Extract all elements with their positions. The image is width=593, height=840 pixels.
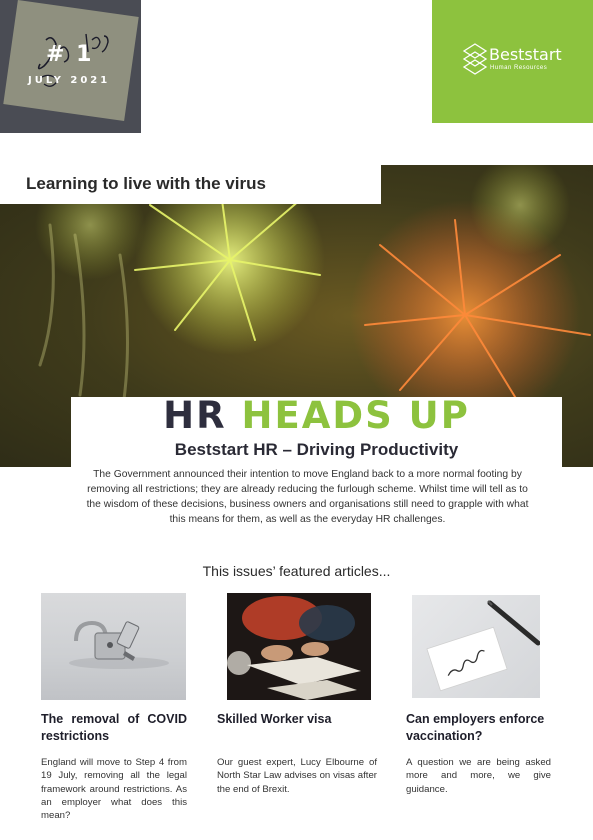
article-title-vaccination[interactable]: Can employers enforce vaccination? <box>406 712 545 743</box>
article-image-vaccination[interactable] <box>412 595 540 698</box>
issue-number: # 1 <box>46 42 94 67</box>
hero-title: Learning to live with the virus <box>26 174 266 193</box>
featured-articles-heading: This issues’ featured articles... <box>202 563 391 579</box>
padlock-keys-icon <box>41 593 186 700</box>
article-summary-vaccination: A question we are being asked more and more, we give guidance. <box>406 757 551 795</box>
newsletter-headline <box>71 394 562 437</box>
stay-healthy-note-icon <box>412 595 540 698</box>
brand-tagline: Human Resources <box>490 65 548 71</box>
article-title-covid[interactable]: The removal of COVID restrictions <box>41 712 187 743</box>
paperwork-hands-icon <box>227 593 371 700</box>
issue-block <box>0 0 141 133</box>
article-summary-visa: Our guest expert, Lucy Elbourne of North Star Law advises on visas after the end of Brexit. <box>217 757 377 795</box>
issue-date: JULY 2021 <box>28 75 111 86</box>
headline-hr: HR <box>163 394 227 437</box>
brand-block <box>432 0 593 123</box>
brand-name: Beststart <box>489 45 562 64</box>
article-summary-covid: England will move to Step 4 from 19 July, removing all the legal framework around restrictions. As an employer what does this mean? <box>41 757 187 822</box>
article-image-covid[interactable] <box>41 593 186 700</box>
article-image-visa[interactable] <box>227 593 371 700</box>
subheadline: Beststart HR – Driving Productivity <box>174 440 459 459</box>
headline-heads-up: HEADS UP <box>241 394 470 437</box>
beststart-logo-icon <box>462 42 488 76</box>
intro-paragraph: The Government announced their intention to move England back to a more normal footing by removing all restrictions; they are already reducing the furlough scheme. Whilst time will tell as to the wisdom of these decisions, business owners and organisations still need to grapple with what this means for them, as well as the everyday HR challenges. <box>86 469 529 525</box>
article-title-visa[interactable]: Skilled Worker visa <box>217 712 332 726</box>
